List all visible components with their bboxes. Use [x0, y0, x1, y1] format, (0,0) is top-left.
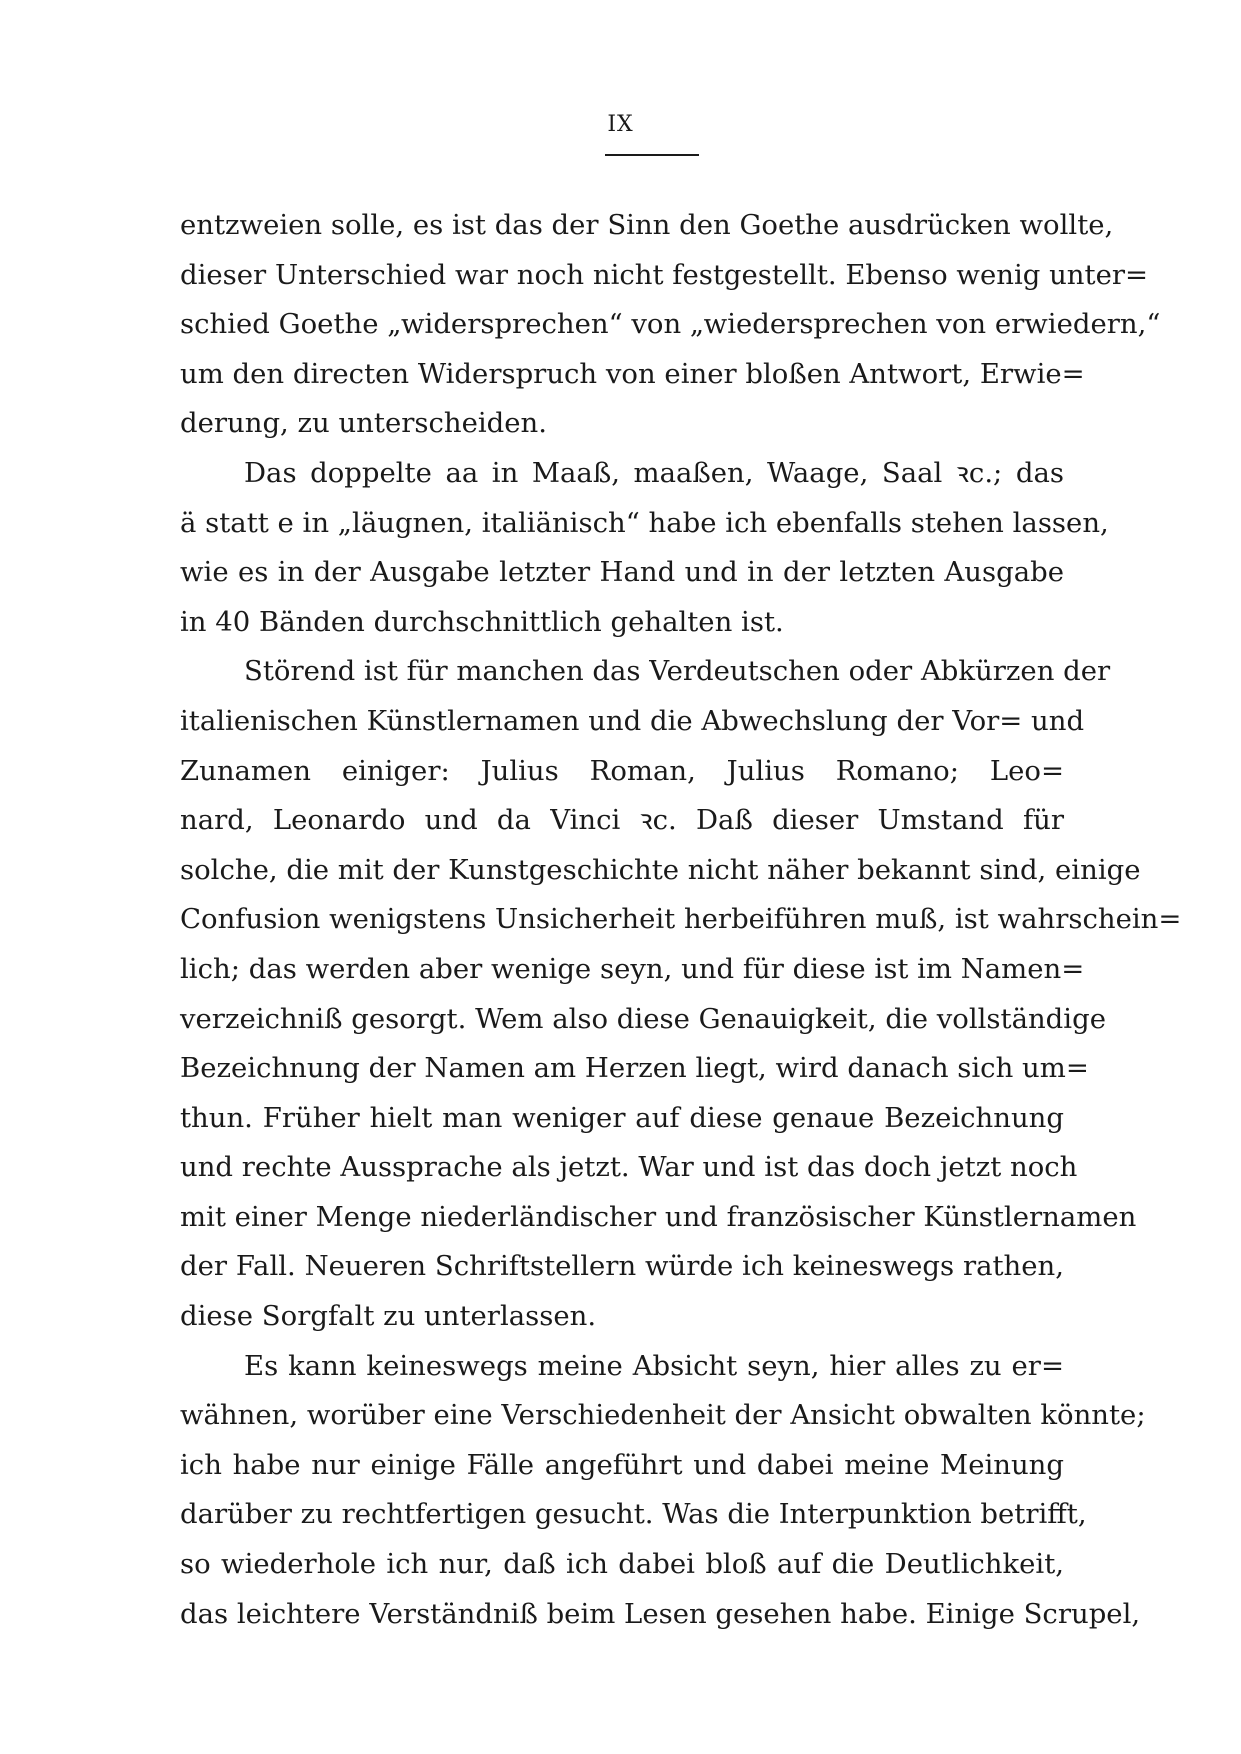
text-line: dieser Unterschied war noch nicht festgestellt. Ebenso wenig unter=	[180, 258, 1149, 291]
text-line: und rechte Aussprache als jetzt. War und ist das doch jetzt noch	[180, 1151, 1078, 1184]
text-line: italienischen Künstlernamen und die Abwechslung der Vor= und	[180, 704, 1085, 737]
text-line: derung, zu unterscheiden.	[180, 407, 547, 440]
text-line: diese Sorgfalt zu unterlassen.	[180, 1300, 597, 1333]
paragraph-1	[180, 201, 1161, 449]
text-line: ich habe nur einige Fälle angeführt und dabei meine Meinung	[180, 1448, 1064, 1481]
paragraph-4	[180, 1342, 1146, 1640]
text-line: mit einer Menge niederländischer und französischer Künstlernamen	[180, 1200, 1137, 1233]
text-line: verzeichniß gesorgt. Wem also diese Genauigkeit, die vollständige	[180, 1002, 1106, 1035]
text-line: entzweien solle, es ist das der Sinn den Goethe ausdrücken wollte,	[180, 209, 1114, 241]
text-line: thun. Früher hielt man weniger auf diese genaue Bezeichnung	[180, 1101, 1064, 1134]
paragraph-2	[180, 449, 1109, 647]
text-line: darüber zu rechtfertigen gesucht. Was die Interpunktion betrifft,	[180, 1498, 1087, 1531]
text-line: schied Goethe „widersprechen“ von „wiedersprechen von erwiedern,“	[180, 308, 1161, 341]
text-line: in 40 Bänden durchschnittlich gehalten ist.	[180, 605, 784, 638]
text-line: ä statt e in „läugnen, italiänisch“ habe ich ebenfalls stehen lassen,	[180, 506, 1109, 539]
text-line: solche, die mit der Kunstgeschichte nicht näher bekannt sind, einige	[180, 853, 1141, 886]
text-line: Störend ist für manchen das Verdeutschen oder Abkürzen der	[244, 655, 1111, 688]
text-line: Confusion wenigstens Unsicherheit herbeiführen muß, ist wahrschein=	[180, 903, 1182, 936]
text-line: Bezeichnung der Namen am Herzen liegt, wird danach sich um=	[180, 1052, 1089, 1085]
text-line: wie es in der Ausgabe letzter Hand und in der letzten Ausgabe	[180, 556, 1064, 589]
text-line: der Fall. Neueren Schriftstellern würde ich keineswegs rathen,	[180, 1250, 1064, 1283]
text-line: das leichtere Verständniß beim Lesen gesehen habe. Einige Scrupel,	[180, 1597, 1141, 1630]
text-line: so wiederhole ich nur, daß ich dabei bloß auf die Deutlichkeit,	[180, 1548, 1064, 1581]
text-line: Es kann keineswegs meine Absicht seyn, hier alles zu er=	[244, 1349, 1064, 1382]
header-rule	[605, 154, 699, 156]
body-text	[180, 201, 1182, 1639]
text-line: nard, Leonardo und da Vinci ꝛc. Daß dieser Umstand für	[180, 804, 1064, 837]
text-line: lich; das werden aber wenige seyn, und für diese ist im Namen=	[180, 952, 1085, 985]
paragraph-3	[180, 647, 1182, 1341]
text-line: um den directen Widerspruch von einer bloßen Antwort, Erwie=	[180, 357, 1085, 390]
text-line: wähnen, worüber eine Verschiedenheit der Ansicht obwalten könnte;	[180, 1399, 1146, 1432]
page-number: IX	[607, 112, 634, 137]
text-line: Das doppelte aa in Maaß, maaßen, Waage, Saal ꝛc.; das	[244, 456, 1064, 489]
text-line: Zunamen einiger: Julius Roman, Julius Romano; Leo=	[180, 754, 1064, 787]
